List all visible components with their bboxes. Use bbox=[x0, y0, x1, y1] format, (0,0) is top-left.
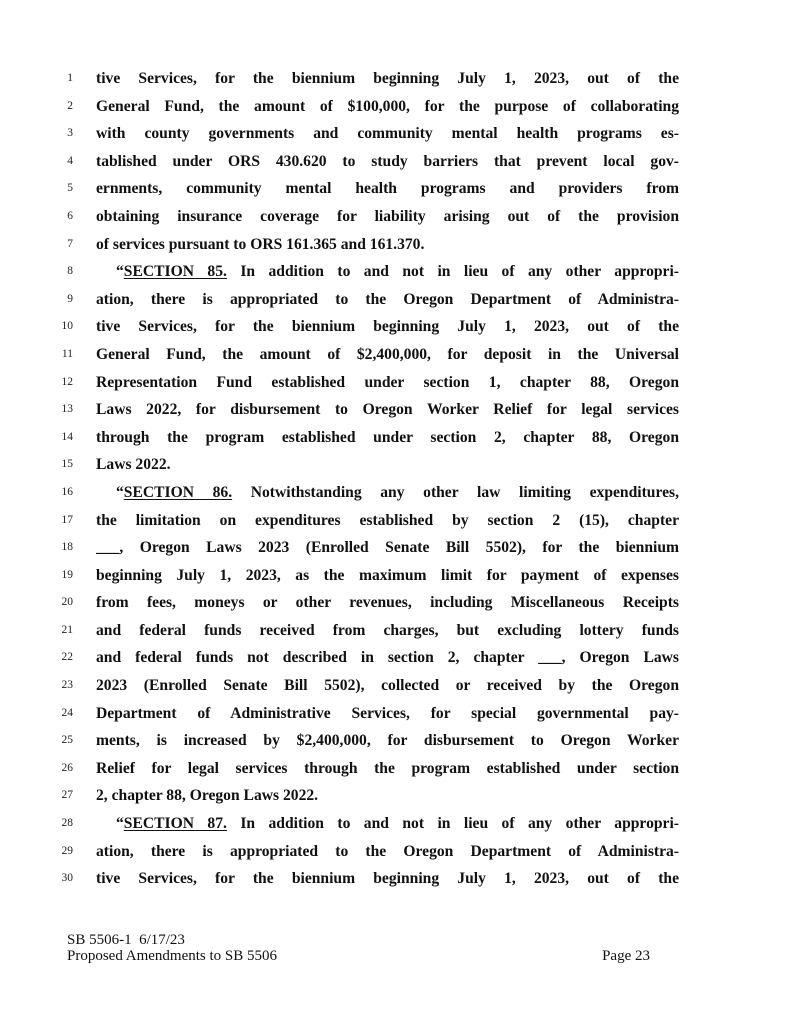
line-number: 26 bbox=[61, 761, 73, 774]
line-text bbox=[96, 814, 679, 836]
text-line bbox=[0, 508, 800, 536]
line-text: Representation Fund established under section 1, chapter 88, Oregon bbox=[96, 373, 679, 391]
line-number: 1 bbox=[67, 72, 73, 84]
text-line bbox=[0, 204, 800, 232]
text-line bbox=[0, 645, 800, 673]
line-number: 6 bbox=[67, 209, 73, 222]
text-line bbox=[0, 397, 800, 425]
line-text: Relief for legal services through the program established under section bbox=[96, 759, 679, 777]
line-number: 13 bbox=[61, 403, 73, 416]
section-text: Notwithstanding any other law limiting expenditures, bbox=[232, 483, 679, 501]
line-number: 18 bbox=[61, 541, 73, 554]
line-number: 29 bbox=[61, 844, 73, 857]
line-text: General Fund, the amount of $2,400,000, for deposit in the Universal bbox=[96, 345, 679, 363]
line-number: 23 bbox=[61, 679, 73, 692]
line-number: 22 bbox=[61, 651, 73, 664]
line-number: 17 bbox=[61, 513, 73, 526]
line-text: ernments, community mental health programs and providers from bbox=[96, 180, 679, 198]
line-number: 11 bbox=[61, 347, 73, 360]
line-text: General Fund, the amount of $100,000, for the purpose of collaborating bbox=[96, 97, 679, 115]
line-text: beginning July 1, 2023, as the maximum limit for payment of expenses bbox=[96, 566, 679, 584]
text-line bbox=[0, 783, 800, 811]
line-text: ___, Oregon Laws 2023 (Enrolled Senate Bill 5502), for the biennium bbox=[96, 539, 679, 557]
line-text: tive Services, for the biennium beginning July 1, 2023, out of the bbox=[96, 70, 679, 87]
line-number: 15 bbox=[61, 458, 73, 471]
open-quote: “ bbox=[116, 483, 124, 501]
text-line bbox=[0, 232, 800, 260]
line-text bbox=[96, 262, 679, 284]
section-text: In addition to and not in lieu of any other appropri- bbox=[226, 263, 679, 281]
line-number: 28 bbox=[61, 817, 73, 830]
text-line bbox=[0, 811, 800, 839]
line-text: Department of Administrative Services, for special governmental pay- bbox=[96, 704, 679, 722]
open-quote: “ bbox=[116, 815, 124, 833]
section-heading: SECTION 85. bbox=[123, 263, 227, 281]
text-line bbox=[0, 259, 800, 287]
line-text: Laws 2022. bbox=[96, 456, 171, 474]
text-line bbox=[0, 149, 800, 177]
text-line bbox=[0, 590, 800, 618]
line-number: 12 bbox=[61, 375, 73, 388]
text-line bbox=[0, 701, 800, 729]
line-number: 24 bbox=[61, 706, 73, 719]
text-line bbox=[0, 452, 800, 480]
line-text: with county governments and community mental health programs es- bbox=[96, 125, 679, 143]
line-number: 27 bbox=[61, 789, 73, 802]
text-line bbox=[0, 728, 800, 756]
text-line bbox=[0, 839, 800, 867]
text-line bbox=[0, 370, 800, 398]
text-line bbox=[0, 314, 800, 342]
line-text: Laws 2022, for disbursement to Oregon Worker Relief for legal services bbox=[96, 401, 679, 419]
page-footer bbox=[67, 932, 650, 964]
line-text: tive Services, for the biennium beginning July 1, 2023, out of the bbox=[96, 318, 679, 336]
page-number: Page 23 bbox=[602, 948, 650, 964]
open-quote: “ bbox=[116, 263, 124, 281]
text-line bbox=[0, 563, 800, 591]
line-text: ation, there is appropriated to the Oregon Department of Administra- bbox=[96, 842, 679, 860]
line-number: 7 bbox=[67, 237, 73, 250]
line-text bbox=[96, 483, 679, 505]
line-number: 25 bbox=[61, 734, 73, 747]
line-text: tive Services, for the biennium beginning July 1, 2023, out of the bbox=[96, 870, 679, 888]
line-number: 3 bbox=[67, 127, 73, 140]
line-text: the limitation on expenditures established by section 2 (15), chapter bbox=[96, 511, 679, 529]
line-text: 2, chapter 88, Oregon Laws 2022. bbox=[96, 787, 319, 805]
line-text: tablished under ORS 430.620 to study barriers that prevent local gov- bbox=[96, 152, 679, 170]
line-number: 9 bbox=[67, 292, 73, 305]
line-number: 19 bbox=[61, 568, 73, 581]
text-line bbox=[0, 618, 800, 646]
line-number: 14 bbox=[61, 430, 73, 443]
section-heading: SECTION 87. bbox=[123, 815, 227, 833]
text-line bbox=[0, 94, 800, 122]
text-line bbox=[0, 535, 800, 563]
text-line bbox=[0, 673, 800, 701]
line-text: obtaining insurance coverage for liability arising out of the provision bbox=[96, 207, 679, 225]
line-text: through the program established under section 2, chapter 88, Oregon bbox=[96, 428, 679, 446]
text-line bbox=[0, 121, 800, 149]
line-number: 4 bbox=[67, 154, 73, 167]
text-line bbox=[0, 176, 800, 204]
line-number: 8 bbox=[67, 265, 73, 278]
line-text: of services pursuant to ORS 161.365 and 161.370. bbox=[96, 235, 425, 253]
text-line bbox=[0, 66, 800, 94]
section-text: In addition to and not in lieu of any other appropri- bbox=[226, 815, 679, 833]
text-line bbox=[0, 756, 800, 784]
line-text: 2023 (Enrolled Senate Bill 5502), collected or received by the Oregon bbox=[96, 677, 679, 695]
footer-bill-version: SB 5506-1 6/17/23 bbox=[67, 932, 185, 948]
footer-title: Proposed Amendments to SB 5506 bbox=[67, 948, 278, 964]
line-text: ation, there is appropriated to the Oregon Department of Administra- bbox=[96, 290, 679, 308]
line-number: 30 bbox=[61, 872, 73, 885]
line-number: 2 bbox=[67, 99, 73, 112]
line-number: 10 bbox=[61, 320, 73, 333]
line-number: 16 bbox=[61, 485, 73, 498]
document-body bbox=[0, 66, 800, 894]
section-heading: SECTION 86. bbox=[123, 483, 233, 501]
line-number: 21 bbox=[61, 623, 73, 636]
line-text: from fees, moneys or other revenues, including Miscellaneous Receipts bbox=[96, 594, 679, 612]
text-line bbox=[0, 425, 800, 453]
text-line bbox=[0, 287, 800, 315]
line-text: ments, is increased by $2,400,000, for disbursement to Oregon Worker bbox=[96, 732, 679, 750]
text-line bbox=[0, 342, 800, 370]
line-text: and federal funds received from charges, but excluding lottery funds bbox=[96, 621, 679, 639]
text-line bbox=[0, 480, 800, 508]
line-number: 20 bbox=[61, 596, 73, 609]
line-number: 5 bbox=[67, 182, 73, 195]
text-line bbox=[0, 866, 800, 894]
line-text: and federal funds not described in section 2, chapter ___, Oregon Laws bbox=[96, 649, 679, 667]
